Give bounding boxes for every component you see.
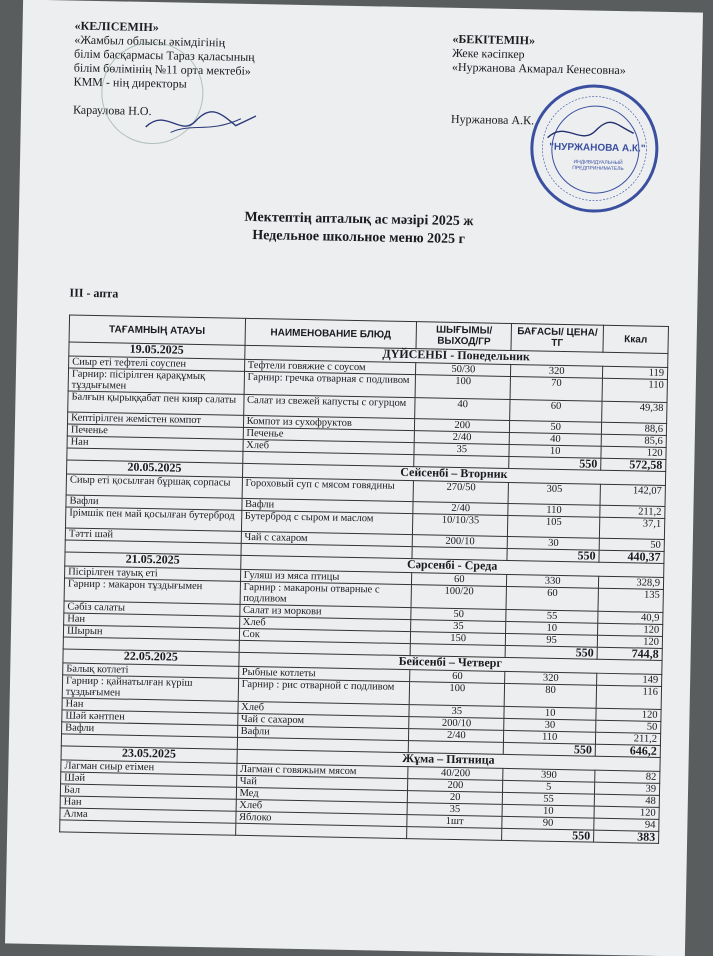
dish-name-kz: Пісірілген тауық еті	[65, 566, 241, 581]
dish-price: 70	[510, 376, 602, 401]
dish-name-ru: Гороховый суп с мясом говядины	[242, 477, 414, 501]
col-header: ТАҒАМНЫҢ АТАУЫ	[69, 315, 245, 345]
dish-price: 320	[511, 364, 603, 378]
total-kcal: 440,37	[599, 550, 664, 563]
dish-name-kz: Бал	[60, 784, 236, 799]
dish-kcal: 50	[599, 538, 664, 551]
week-label: III - апта	[69, 285, 119, 301]
dish-output: 150	[411, 632, 506, 646]
dish-kcal: 120	[601, 446, 666, 459]
col-header: БАҒАСЫ/ ЦЕНА/ТГ	[511, 323, 603, 352]
dish-name-ru: Мед	[236, 787, 408, 802]
dish-name-ru: Чай с сахаром	[241, 531, 413, 546]
dish-kcal: 48	[594, 794, 659, 807]
dish-name-kz: Нан	[64, 613, 240, 628]
dish-kcal: 110	[602, 378, 667, 402]
dish-name-kz: Шырын	[63, 625, 239, 640]
dish-output: 20	[408, 791, 503, 805]
dish-price: 95	[506, 633, 598, 647]
dish-name-ru: Хлеб	[238, 701, 410, 716]
dish-price: 105	[508, 515, 600, 538]
dish-name-kz: Нан	[67, 436, 243, 451]
dish-kcal: 149	[597, 673, 662, 686]
dish-kcal: 50	[596, 720, 661, 733]
dish-price: 390	[503, 768, 595, 782]
dish-output: 100	[415, 375, 510, 400]
dish-name-kz: Печенье	[67, 424, 243, 439]
dish-output: 40	[415, 398, 510, 421]
dish-output: 50	[411, 608, 506, 622]
day-date: 19.05.2025	[69, 342, 245, 359]
dish-price: 10	[509, 444, 601, 458]
dish-price: 55	[506, 609, 598, 623]
dish-kcal: 119	[603, 366, 668, 379]
dish-kcal: 120	[597, 635, 662, 648]
dish-output: 35	[411, 620, 506, 634]
dish-name-kz: Ірімшік пен май қосылған бутерброд	[65, 507, 241, 531]
agreed-signer: Караулова Н.О.	[72, 102, 152, 119]
total-kcal: 383	[594, 830, 659, 843]
day-date: 23.05.2025	[61, 746, 237, 763]
dish-price: 10	[502, 804, 594, 818]
dish-output: 35	[409, 705, 504, 719]
dish-price: 110	[504, 730, 596, 744]
dish-output: 100	[409, 682, 504, 707]
dish-name-ru: Рыбные котлеты	[238, 666, 410, 681]
dish-name-ru: Гарнир: гречка отварная с подливом	[244, 371, 416, 397]
dish-output: 35	[414, 443, 509, 457]
dish-price: 320	[505, 671, 597, 685]
dish-name-ru: Бутерброд с сыром и маслом	[241, 510, 413, 534]
dish-name-kz: Шәй кәнтпен	[62, 710, 238, 725]
dish-kcal: 85,6	[601, 434, 666, 447]
dish-name-kz: Сиыр еті тефтелі соуспен	[69, 356, 245, 371]
dish-kcal: 120	[594, 806, 659, 819]
dish-name-ru: Гарнир : рис отварной с подливом	[238, 678, 410, 704]
dish-kcal: 120	[598, 623, 663, 636]
dish-price: 60	[506, 586, 598, 611]
dish-name-ru: Вафли	[241, 498, 413, 513]
total-kcal: 646,2	[595, 744, 660, 757]
dish-name-kz: Сиыр еті қосылған бұршақ сорпасы	[66, 474, 242, 498]
dish-kcal: 135	[598, 588, 663, 612]
total-spacer	[407, 827, 502, 841]
dish-price: 55	[502, 792, 594, 806]
dish-output: 35	[407, 803, 502, 817]
dish-kcal: 211,2	[600, 505, 665, 518]
dish-name-kz: Тәтті шәй	[65, 528, 241, 543]
dish-name-ru: Хлеб	[236, 799, 408, 814]
total-price: 550	[509, 456, 601, 470]
dish-kcal: 94	[594, 818, 659, 831]
dish-name-kz: Сәбіз салаты	[64, 601, 240, 616]
total-price: 550	[503, 742, 595, 756]
dish-name-ru: Тефтели говяжие с соусом	[244, 359, 416, 374]
total-price: 550	[505, 645, 597, 659]
dish-output: 50/30	[416, 363, 511, 377]
dish-price: 110	[508, 503, 600, 517]
menu-body	[60, 342, 668, 843]
day-name: Сейсенбі – Вторник	[242, 463, 666, 485]
dish-name-ru: Печенье	[243, 427, 415, 442]
agreed-line: «Жамбыл облысы әкімдігінің	[74, 32, 226, 50]
dish-name-kz: Нан	[62, 698, 238, 713]
total-price: 550	[507, 548, 599, 562]
dish-price: 40	[509, 432, 601, 446]
dish-name-kz: Балық котлеті	[63, 663, 239, 678]
total-kcal: 744,8	[597, 647, 662, 660]
stamp-name: "НУРЖАНОВА А.К."	[549, 141, 646, 155]
signature-right	[545, 118, 636, 150]
total-price: 550	[502, 828, 594, 842]
dish-price: 10	[504, 706, 596, 720]
day-name: Бейсенбі – Четверг	[238, 652, 662, 674]
dish-output: 2/40	[413, 502, 508, 516]
agreed-line: білім бөлімінің №11 орта мектебі»	[73, 60, 251, 78]
dish-output: 1шт	[407, 815, 502, 829]
dish-output: 2/40	[415, 431, 510, 445]
col-header: Ккал	[603, 325, 668, 353]
signature-left	[140, 102, 261, 144]
day-name: Сәрсенбі - Среда	[240, 555, 664, 577]
dish-output: 270/50	[413, 481, 508, 504]
dish-name-kz: Гарнир : макарон тұздығымен	[64, 578, 240, 604]
dish-name-ru: Гуляш из мяса птицы	[240, 569, 412, 584]
approved-line: «Нуржанова Акмарал Кенесовна»	[451, 59, 626, 78]
dish-name-kz: Гарнир: пісірілген қарақұмық тұздығымен	[68, 368, 244, 394]
day-name: ДҮЙСЕНБІ - Понедельник	[244, 345, 668, 367]
agreed-line: КММ - нің директоры	[73, 74, 187, 91]
dish-output: 40/200	[408, 767, 503, 781]
menu-table	[59, 315, 669, 844]
approved-line: Жеке кәсіпкер	[452, 45, 525, 62]
total-kcal: 572,58	[601, 458, 666, 471]
dish-price: 5	[503, 780, 595, 794]
dish-name-kz: Нан	[60, 796, 236, 811]
day-date: 22.05.2025	[63, 649, 239, 666]
day-date: 20.05.2025	[67, 460, 243, 477]
dish-name-kz: Кептірілген жемістен компот	[67, 412, 243, 427]
total-spacer	[60, 820, 236, 835]
dish-kcal: 82	[595, 770, 660, 783]
dish-output: 200	[415, 419, 510, 433]
document-page	[5, 0, 703, 956]
dish-name-kz: Балғын қырыққабат пен кияр салаты	[68, 391, 244, 415]
dish-price: 30	[504, 718, 596, 732]
agreed-title: «КЕЛІСЕМІН»	[74, 18, 159, 35]
dish-name-ru: Компот из сухофруктов	[243, 415, 415, 430]
title-kz: Мектептің апталық ас мәзірі 2025 ж	[244, 209, 474, 230]
dish-name-kz: Гарнир : қайнатылған күріш тұздығымен	[62, 675, 238, 701]
approved-title: «БЕКІТЕМІН»	[452, 31, 536, 48]
dish-name-ru: Сок	[239, 628, 411, 643]
dish-name-ru: Чай с сахаром	[237, 713, 409, 728]
dish-price: 330	[507, 574, 599, 588]
dish-price: 80	[504, 683, 596, 708]
dish-kcal: 39	[595, 782, 660, 795]
dish-price: 305	[508, 482, 600, 505]
dish-output: 200/10	[413, 535, 508, 549]
dish-kcal: 40,9	[598, 611, 663, 624]
dish-kcal: 142,07	[600, 484, 665, 506]
dish-kcal: 49,38	[602, 401, 667, 423]
day-name: Жұма – Пятница	[237, 749, 661, 771]
dish-price: 10	[506, 621, 598, 635]
day-date: 21.05.2025	[65, 552, 241, 569]
col-header: ШЫҒЫМЫ/ ВЫХОД/ГР	[416, 322, 511, 351]
dish-kcal: 88,6	[601, 422, 666, 435]
dish-output: 60	[410, 670, 505, 684]
dish-price: 90	[502, 816, 594, 830]
dish-price: 50	[510, 420, 602, 434]
dish-name-ru: Хлеб	[243, 439, 415, 454]
dish-name-kz: Алма	[60, 808, 236, 823]
dish-name-kz: Вафли	[66, 495, 242, 510]
dish-name-kz: Шәй	[61, 772, 237, 787]
dish-name-ru: Гарнир : макароны отварные с подливом	[240, 581, 412, 607]
stamp-text: ИНДИВИДУАЛЬНЫЙ ПРЕДПРИНИМАТЕЛЬ	[572, 159, 624, 173]
agreed-line: білім басқармасы Тараз қаласының	[73, 46, 255, 65]
dish-output: 10/10/35	[413, 514, 508, 537]
approved-signer: Нуржанова А.К.	[450, 111, 535, 128]
dish-name-ru: Салат из моркови	[239, 604, 411, 619]
dish-output: 200/10	[409, 717, 504, 731]
dish-kcal: 328,9	[598, 576, 663, 589]
dish-price: 30	[507, 536, 599, 550]
col-header: НАИМЕНОВАНИЕ БЛЮД	[245, 318, 417, 348]
dish-name-kz: Вафли	[62, 722, 238, 737]
dish-kcal: 211,2	[595, 732, 660, 745]
dish-output: 100/20	[411, 585, 506, 610]
dish-name-kz: Лагман сиыр етімен	[61, 760, 237, 775]
dish-name-ru: Салат из свежей капусты с огурцом	[243, 394, 415, 418]
dish-name-ru: Лагман с говяжьим мясом	[236, 763, 408, 778]
total-spacer	[235, 823, 407, 838]
title-ru: Недельное школьное меню 2025 г	[252, 228, 466, 248]
dish-name-ru: Яблоко	[235, 811, 407, 826]
dish-kcal: 116	[596, 685, 661, 709]
dish-output: 2/40	[409, 729, 504, 743]
dish-name-ru: Хлеб	[239, 616, 411, 631]
dish-name-ru: Чай	[236, 775, 408, 790]
dish-price: 60	[510, 399, 602, 422]
dish-kcal: 120	[596, 708, 661, 721]
dish-output: 200	[408, 779, 503, 793]
dish-name-ru: Вафли	[237, 725, 409, 740]
dish-kcal: 37,1	[599, 517, 664, 539]
dish-output: 60	[412, 573, 507, 587]
